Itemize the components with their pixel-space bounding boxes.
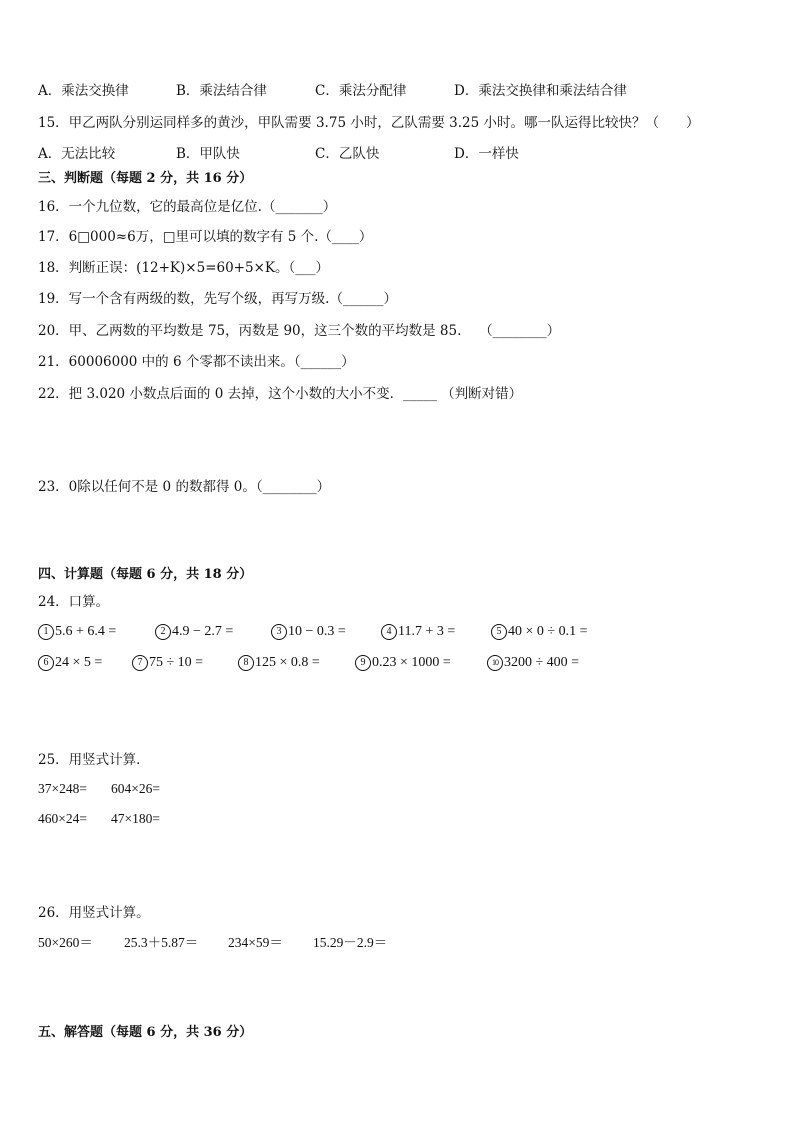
circled-number-6: 6	[38, 655, 54, 671]
q14-option-a: A．乘法交换律	[38, 83, 129, 99]
q24-item-expr: 4.9 − 2.7 =	[172, 624, 234, 639]
q24-item-6	[38, 654, 102, 672]
q25-label: 25．用竖式计算．	[38, 752, 150, 768]
q14-option-d: D．乘法交换律和乘法结合律	[454, 83, 627, 99]
circled-number-9: 9	[355, 655, 371, 671]
q15-option-a: A．无法比较	[38, 146, 116, 162]
q24-item-expr: 11.7 + 3 =	[398, 624, 456, 639]
q21-text: 21．60006000 中的 6 个零都不读出来。（______）	[38, 354, 355, 370]
section-5-title: 五、解答题（每题 6 分，共 36 分）	[38, 1025, 253, 1040]
section-4-title: 四、计算题（每题 6 分，共 18 分）	[38, 567, 253, 582]
q23-text: 23．0除以任何不是 0 的数都得 0。（________）	[38, 479, 331, 495]
q15-option-c: C．乙队快	[315, 146, 380, 162]
q24-item-1	[38, 623, 116, 641]
q26-item-3: 234×59＝	[228, 935, 283, 950]
q16-text: 16．一个九位数，它的最高位是亿位.（_______）	[38, 199, 337, 215]
q26-label: 26．用竖式计算。	[38, 905, 150, 921]
q24-item-3	[271, 623, 346, 641]
q22-text: 22．把 3.020 小数点后面的 0 去掉，这个小数的大小不变．_____ （判断对错）	[38, 386, 523, 402]
q24-item-5	[491, 623, 587, 641]
q24-item-8	[238, 654, 320, 672]
q24-item-9	[355, 654, 451, 672]
q24-item-2	[155, 623, 233, 641]
circled-number-7: 7	[132, 655, 148, 671]
q15-option-b: B．甲队快	[176, 146, 240, 162]
q20-text: 20．甲、乙两数的平均数是 75，丙数是 90，这三个数的平均数是 85. （________）	[38, 323, 561, 339]
q24-item-expr: 10 − 0.3 =	[288, 624, 346, 639]
q26-item-1: 50×260＝	[38, 935, 93, 950]
circled-number-2: 2	[155, 624, 171, 640]
q24-item-expr: 3200 ÷ 400 =	[504, 655, 580, 670]
circled-number-8: 8	[238, 655, 254, 671]
q24-item-expr: 40 × 0 ÷ 0.1 =	[508, 624, 588, 639]
q15-option-d: D．一样快	[454, 146, 519, 162]
q25-item-2: 604×26=	[111, 781, 160, 796]
circled-number-5: 5	[491, 624, 507, 640]
q25-item-4: 47×180=	[111, 811, 160, 826]
q17-text: 17．6□000≈6万，□里可以填的数字有 5 个.（____）	[38, 229, 373, 245]
q26-item-2: 25.3＋5.87＝	[124, 935, 199, 950]
q25-item-1: 37×248=	[38, 781, 87, 796]
q25-item-3: 460×24=	[38, 811, 87, 826]
section-3-title: 三、判断题（每题 2 分，共 16 分）	[38, 171, 253, 186]
q15-text: 15．甲乙两队分别运同样多的黄沙，甲队需要 3.75 小时，乙队需要 3.25 小时。哪一队运得比较快？（ ）	[38, 115, 700, 131]
q18-text: 18．判断正误：(12+K)×5=60+5×K。（___）	[38, 260, 329, 276]
q26-item-4: 15.29－2.9＝	[313, 935, 388, 950]
q24-label: 24．口算。	[38, 594, 110, 610]
circled-number-1: 1	[38, 624, 54, 640]
q14-option-c: C．乘法分配律	[315, 83, 407, 99]
q19-text: 19．写一个含有两级的数，先写个级，再写万级.（______）	[38, 291, 397, 307]
circled-number-4: 4	[381, 624, 397, 640]
q24-item-7	[132, 654, 203, 672]
q24-item-expr: 125 × 0.8 =	[255, 655, 320, 670]
q24-item-expr: 0.23 × 1000 =	[372, 655, 451, 670]
q24-item-10	[487, 654, 579, 672]
circled-number-3: 3	[271, 624, 287, 640]
q24-item-expr: 5.6 + 6.4 =	[55, 624, 117, 639]
q24-item-4	[381, 623, 455, 641]
q24-item-expr: 24 × 5 =	[55, 655, 103, 670]
q14-option-b: B．乘法结合律	[176, 83, 267, 99]
q24-item-expr: 75 ÷ 10 =	[149, 655, 204, 670]
circled-number-10: 10	[487, 655, 503, 671]
